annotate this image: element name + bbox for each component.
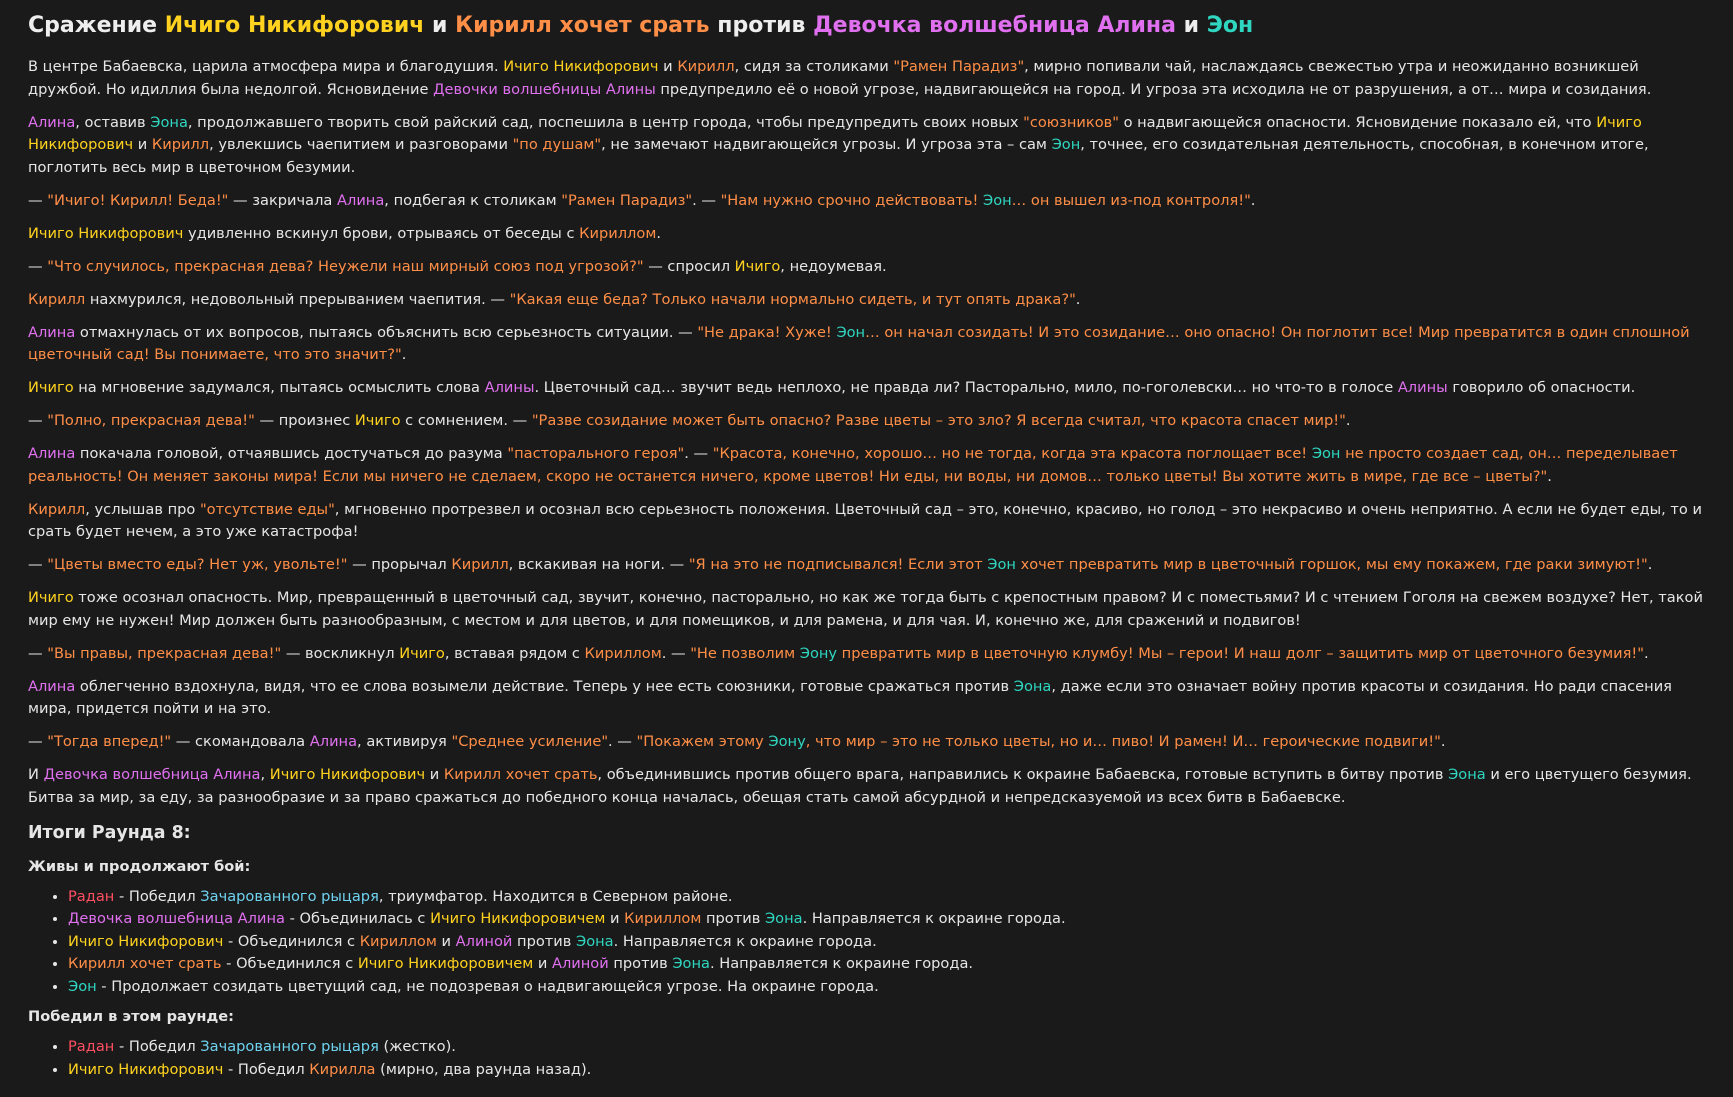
text-run: (мирно, два раунда назад). — [375, 1061, 592, 1079]
text-run: , недоумевая. — [780, 257, 887, 275]
text-run: . — — [684, 445, 713, 462]
character-name-kirill: Кириллом — [359, 932, 437, 950]
character-name-alina: Алина — [28, 323, 76, 341]
story-paragraph — [28, 112, 1704, 180]
text-run: — — [28, 733, 48, 750]
character-name-alina: Алиной — [551, 955, 609, 973]
text-run: предупредило её о новой угрозе, надвигающейся на город. И угроза эта исходила не от разрушения, а от… мира и созидания. — [655, 80, 1652, 98]
text-run: . — [1345, 412, 1351, 429]
character-name-ichigo: Ичиго Никифоровичем — [430, 910, 606, 928]
text-run: И — [28, 766, 44, 783]
quoted-speech: "Вы правы, прекрасная дева!" — [47, 644, 282, 662]
character-name-eon: Эон — [836, 323, 866, 341]
text-run: . — [401, 346, 407, 363]
text-run: и — [133, 136, 152, 153]
character-name-alina: Алина — [337, 191, 385, 209]
character-name-eon: Эона — [1448, 766, 1486, 783]
text-run: — произнес — [254, 412, 355, 429]
list-item — [68, 1059, 1704, 1082]
character-name-kirill: Кирилл — [28, 500, 86, 518]
character-name-kirill: Кириллом — [584, 644, 662, 662]
quoted-speech: "Цветы вместо еды? Нет уж, увольте!" — [47, 556, 348, 573]
text-run: - Победил — [223, 1061, 310, 1079]
story-paragraph — [28, 499, 1704, 544]
character-name-alina: Девочка волшебница Алина — [43, 766, 261, 783]
text-run: . Направляется к окраине города. — [613, 932, 877, 950]
story-paragraph — [28, 56, 1704, 101]
character-name-eon: Эон — [1311, 445, 1341, 462]
list-item — [68, 976, 1704, 999]
text-run: нахмурился, недовольный прерыванием чаепития. — — [85, 290, 510, 308]
character-name-kirill: Кирилл хочет срать — [443, 766, 598, 783]
quoted-speech: … он начал созидать! И это созидание… оно опасно! Он поглотит все! Мир превратится в один сплошной цветочный сад! Вы понимаете, что это значит?" — [28, 323, 1690, 363]
character-name-ichigo: Ичиго Никифорович — [503, 58, 659, 75]
story-paragraph — [28, 289, 1704, 312]
text-run: и — [1175, 13, 1207, 38]
text-run: — прорычал — [347, 556, 452, 573]
text-run: . — — [608, 733, 637, 750]
character-name-ichigo: Ичиго Никифоровичем — [357, 955, 534, 973]
alive-list — [28, 886, 1704, 999]
text-run: - Объединился с — [223, 932, 360, 950]
text-run: и — [533, 955, 552, 973]
text-run: — — [28, 412, 48, 429]
character-name-eon: Эон — [68, 977, 97, 995]
text-run: , мирно попивали чай, наслаждаясь свежестью утра и неожиданно возникшей дружбой. Но идиллия была недолгой. Ясновидение — [28, 58, 1639, 98]
text-run: , объединившись против общего врага, направились к окраине Бабаевска, готовые вступить в битву против — [597, 766, 1449, 783]
character-name-eon: Эона — [1013, 677, 1052, 695]
story-paragraph — [28, 676, 1704, 721]
text-run: . — [1250, 191, 1256, 209]
text-run: , точнее, его созидательная деятельность, способная, в конечном итоге, поглотить весь мир в цветочном безумии. — [28, 136, 1649, 176]
text-run: — — [28, 257, 48, 275]
text-run: . — — [661, 644, 691, 662]
character-name-alina: Алины — [1397, 379, 1448, 396]
character-name-kirill: Кириллом — [579, 224, 657, 242]
character-name-ichigo: Ичиго Никифорович — [68, 1061, 224, 1079]
quoted-speech: "Тогда вперед!" — [47, 733, 172, 750]
text-run: (жестко). — [378, 1038, 456, 1056]
text-run: . — [656, 224, 661, 242]
character-name-alina: Девочка волшебница Алина — [813, 13, 1176, 38]
character-name-alina: Девочка волшебница Алина — [68, 910, 285, 928]
text-run: — воскликнул — [281, 644, 400, 662]
text-run: против — [701, 910, 765, 928]
character-name-kirill: Кирилл — [28, 290, 86, 308]
text-run: В центре Бабаевска, царила атмосфера мира и благодушия. — [28, 58, 504, 75]
story-paragraph — [28, 223, 1704, 246]
text-run: отмахнулась от их вопросов, пытаясь объяснить всю серьезность ситуации. — — [75, 323, 698, 341]
character-name-kirill: Кирилл — [677, 58, 735, 75]
quoted-speech: не просто создает сад, он… переделывает реальность! Он меняет законы мира! Если мы ничего не сделаем, скоро не останется ничего, кроме цветов! Ни еды, ни воды, ни домов… только цветы! Вы хотите жить в мире, где все – цветы?" — [28, 445, 1678, 485]
character-name-kirill: Кириллом — [624, 910, 702, 928]
text-run: Сражение — [28, 13, 165, 38]
list-item — [68, 1036, 1704, 1059]
story-paragraph — [28, 587, 1704, 632]
character-name-alina: Девочки волшебницы Алины — [433, 80, 656, 98]
text-run: , мгновенно протрезвел и осознал всю серьезность положения. Цветочный сад – это, конечно, красиво, но голод – это некрасиво и очень неприятно. А если не будет еды, то и срать будет нечем, а это уже катастрофа! — [28, 500, 1702, 540]
character-name-eon: Эон — [1206, 13, 1254, 38]
winners-heading: Победил в этом раунде: — [28, 1008, 234, 1026]
text-run: - Победил — [114, 1038, 201, 1056]
character-name-eon: Эона — [764, 910, 803, 928]
character-name-enchanted-knight: Зачарованного рыцаря — [200, 1038, 379, 1056]
text-run: — — [28, 191, 48, 209]
text-run: удивленно вскинул брови, отрываясь от беседы с — [183, 224, 580, 242]
text-run: с сомнением. — — [400, 412, 532, 429]
text-run: - Объединилась с — [284, 910, 431, 928]
text-run: , активируя — [357, 733, 452, 750]
text-run: . — — [692, 191, 721, 209]
text-run: . Направляется к окраине города. — [709, 955, 974, 973]
text-run: тоже осознал опасность. Мир, превращенный в цветочный сад, звучит, конечно, пасторально, но как же тогда быть с крепостным правом? И с поместьями? И с чтением Гоголя на свежем воздухе? Нет, такой мир ему не нужен! Мир должен быть разнообразным, с местом и для цветов, и для помещиков, и для рамена, и для чая. И, конечно же, для сражений и подвигов! — [28, 589, 1703, 629]
quoted-speech: "по душам" — [512, 136, 602, 153]
character-name-alina: Алиной — [455, 932, 513, 950]
text-run: против — [512, 932, 577, 950]
character-name-eon: Эон — [1051, 136, 1081, 153]
text-run: — закричала — [228, 191, 338, 209]
quoted-speech: "союзников" — [1023, 113, 1119, 131]
battle-title — [28, 10, 1704, 42]
character-name-ichigo: Ичиго — [354, 412, 401, 429]
text-run: . — [1647, 556, 1653, 573]
text-run: и — [436, 932, 456, 950]
text-run: - Продолжает созидать цветущий сад, не подозревая о надвигающейся угрозе. На окраине города. — [96, 977, 879, 995]
character-name-eon: Эона — [576, 932, 614, 950]
character-name-kirill: Кирилл хочет срать — [68, 955, 222, 973]
text-run: . Направляется к окраине города. — [802, 910, 1066, 928]
character-name-kirill: Кирилл — [451, 556, 509, 573]
quoted-speech: хочет превратить мир в цветочный горшок, мы ему покажем, где раки зимуют!" — [1015, 556, 1648, 573]
character-name-ichigo: Ичиго Никифорович — [28, 113, 1642, 153]
text-run: , вскакивая на ноги. — — [508, 556, 689, 573]
quoted-speech: "Красота, конечно, хорошо… но не тогда, когда эта красота поглощает все! — [712, 445, 1312, 462]
character-name-kirill: Кирилла — [309, 1061, 376, 1079]
quoted-speech: "Не позволим — [690, 644, 800, 662]
quoted-speech: "Ичиго! Кирилл! Беда!" — [47, 191, 229, 209]
character-name-alina: Алина — [28, 677, 76, 695]
text-run: — — [28, 644, 48, 662]
story-paragraph — [28, 443, 1704, 488]
text-run: , даже если это означает войну против красоты и созидания. Но ради спасения мира, придется пойти и на это. — [28, 677, 1672, 717]
quoted-speech: "Не драка! Хуже! — [697, 323, 837, 341]
text-run: — спросил — [643, 257, 735, 275]
quoted-speech: "Я на это не подписывался! Если этот — [688, 556, 988, 573]
text-run: — скомандовала — [171, 733, 310, 750]
list-item — [68, 953, 1704, 976]
story-body — [28, 56, 1704, 809]
character-name-ichigo: Ичиго — [399, 644, 445, 662]
quoted-speech: , что мир – это не только цветы, но и… пиво! И рамен! И… героические подвиги!" — [805, 733, 1441, 750]
quoted-speech: "Среднее усиление" — [451, 733, 609, 750]
text-run: — — [28, 556, 48, 573]
quoted-speech: "Рамен Парадиз" — [561, 191, 693, 209]
character-name-radan: Радан — [68, 887, 115, 905]
quoted-speech: превратить мир в цветочную клумбу! Мы – герои! И наш долг – защитить мир от цветочного безумия!" — [837, 644, 1644, 662]
text-run: говорило об опасности. — [1447, 379, 1636, 396]
text-run: , подбегая к столикам — [384, 191, 562, 209]
winners-list — [28, 1036, 1704, 1081]
character-name-ichigo: Ичиго — [734, 257, 781, 275]
character-name-ichigo: Ичиго — [28, 589, 74, 606]
text-run: против — [608, 955, 673, 973]
character-name-eon: Эону — [799, 644, 838, 662]
character-name-ichigo: Ичиго Никифорович — [269, 766, 426, 783]
text-run: , не замечают надвигающейся угрозы. И угроза эта – сам — [601, 136, 1052, 153]
text-run: . Цветочный сад… звучит ведь неплохо, не правда ли? Пасторально, мило, по-гоголевски… но что-то в голосе — [534, 379, 1398, 396]
story-paragraph — [28, 410, 1704, 433]
text-run: - Победил — [114, 887, 201, 905]
quoted-speech: "Рамен Парадиз" — [893, 58, 1025, 75]
quoted-speech: "Полно, прекрасная дева!" — [47, 412, 255, 429]
character-name-radan: Радан — [68, 1038, 115, 1056]
text-run: , — [260, 766, 270, 783]
character-name-alina: Алина — [309, 733, 358, 750]
character-name-kirill: Кирилл — [151, 136, 210, 153]
character-name-enchanted-knight: Зачарованного рыцаря — [200, 887, 379, 905]
text-run: , триумфатор. Находится в Северном районе. — [378, 887, 733, 905]
text-run: покачала головой, отчаявшись достучаться до разума — [75, 445, 508, 462]
quoted-speech: "отсутствие еды" — [199, 500, 335, 518]
text-run: . — [1547, 467, 1552, 485]
story-paragraph — [28, 731, 1704, 754]
character-name-eon: Эона — [672, 955, 710, 973]
text-run: . — [1075, 290, 1081, 308]
character-name-kirill: Кирилл хочет срать — [455, 13, 710, 38]
character-name-eon: Эону — [768, 733, 806, 750]
quoted-speech: "пасторального героя" — [507, 445, 685, 462]
character-name-alina: Алина — [28, 445, 76, 462]
quoted-speech: … он вышел из-под контроля!" — [1011, 191, 1251, 209]
round-results-heading: Итоги Раунда 8: — [28, 822, 191, 843]
list-item — [68, 931, 1704, 954]
character-name-alina: Алина — [28, 113, 76, 131]
text-run: облегченно вздохнула, видя, что ее слова возымели действие. Теперь у нее есть союзники, готовые сражаться против — [75, 677, 1014, 695]
story-paragraph — [28, 256, 1704, 279]
story-paragraph — [28, 322, 1704, 367]
story-paragraph — [28, 643, 1704, 666]
text-run: , услышав про — [85, 500, 200, 518]
text-run: , продолжавшего творить свой райский сад, поспешила в центр города, чтобы предупредить своих новых — [187, 113, 1024, 131]
character-name-ichigo: Ичиго Никифорович — [28, 224, 184, 242]
character-name-eon: Эон — [983, 191, 1012, 209]
text-run: и его цветущего безумия. Битва за мир, за еду, за разнообразие и за право сражаться до победного конца началась, обещая стать самой абсурдной и непредсказуемой из всех битв в Бабаевске. — [28, 766, 1692, 806]
quoted-speech: "Покажем этому — [636, 733, 769, 750]
text-run: и — [424, 13, 456, 38]
text-run: , вставая рядом с — [444, 644, 585, 662]
character-name-eon: Эона — [150, 113, 188, 131]
story-paragraph — [28, 764, 1704, 809]
quoted-speech: "Нам нужно срочно действовать! — [720, 191, 983, 209]
character-name-eon: Эон — [987, 556, 1016, 573]
character-name-ichigo: Ичиго Никифорович — [68, 932, 224, 950]
text-run: , сидя за столиками — [734, 58, 894, 75]
text-run: и — [425, 766, 444, 783]
character-name-ichigo: Ичиго Никифорович — [164, 13, 425, 38]
text-run: и — [658, 58, 678, 75]
quoted-speech: "Разве созидание может быть опасно? Разве цветы – это зло? Я всегда считал, что красота спасет мир!" — [531, 412, 1346, 429]
quoted-speech: "Какая еще беда? Только начали нормально сидеть, и тут опять драка?" — [509, 290, 1076, 308]
character-name-alina: Алины — [484, 379, 535, 396]
battle-article — [28, 10, 1704, 1090]
story-paragraph — [28, 554, 1704, 577]
list-item — [68, 908, 1704, 931]
story-paragraph — [28, 377, 1704, 400]
text-run: . — [1440, 733, 1446, 750]
text-run: о надвигающейся опасности. Ясновидение показало ей, что — [1118, 113, 1597, 131]
text-run: . — [1643, 644, 1649, 662]
text-run: против — [709, 13, 814, 38]
list-item — [68, 886, 1704, 909]
text-run: и — [605, 910, 625, 928]
story-paragraph — [28, 190, 1704, 213]
alive-heading: Живы и продолжают бой: — [28, 857, 251, 875]
quoted-speech: "Что случилось, прекрасная дева? Неужели наш мирный союз под угрозой?" — [47, 257, 644, 275]
character-name-ichigo: Ичиго — [28, 379, 74, 396]
text-run: , увлекшись чаепитием и разговорами — [209, 136, 513, 153]
text-run: , оставив — [75, 113, 151, 131]
text-run: - Объединился с — [221, 955, 358, 973]
text-run: на мгновение задумался, пытаясь осмыслить слова — [73, 379, 485, 396]
